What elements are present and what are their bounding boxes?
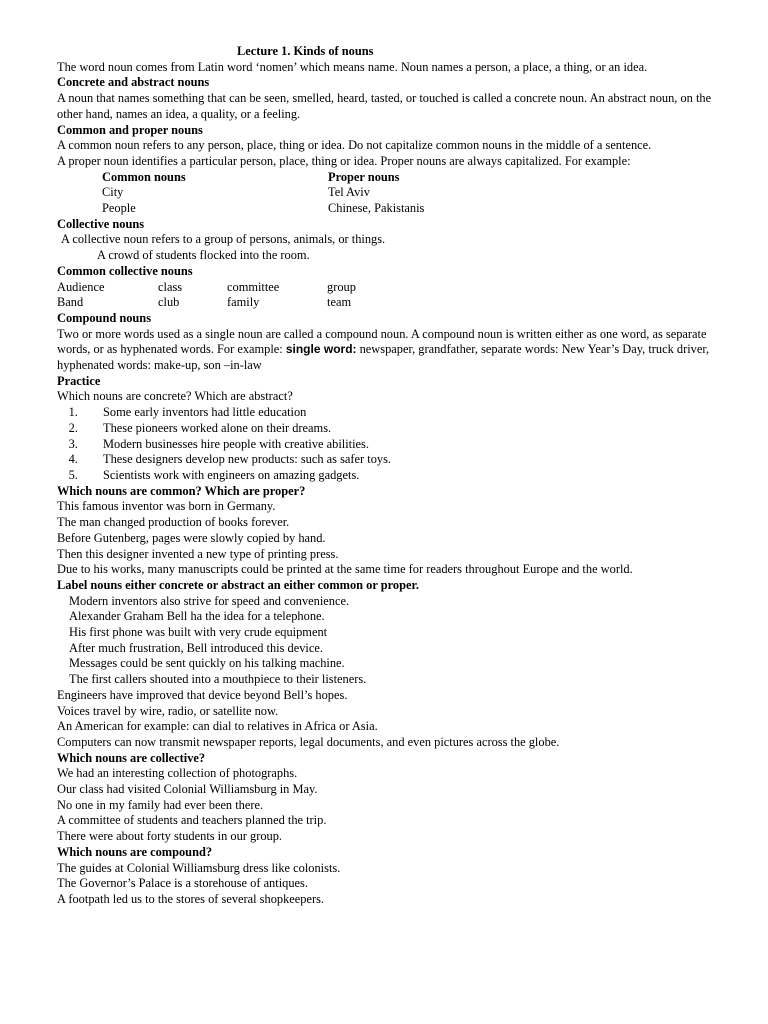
table-cell: Chinese, Pakistanis (328, 201, 425, 216)
practice-line: Engineers have improved that device beyond Bell’s hopes. (57, 687, 348, 702)
table-cell: Audience (57, 279, 105, 294)
common-paragraph: A common noun refers to any person, place, thing or idea. Do not capitalize common nouns in the middle of a sentence. (57, 138, 652, 153)
practice-question-3: Label nouns either concrete or abstract an either common or proper. (57, 577, 419, 592)
list-item: 5. Scientists work with engineers on amazing gadgets. (81, 468, 728, 484)
table-header-proper: Proper nouns (328, 169, 400, 184)
table-cell: team (327, 295, 352, 310)
compound-text-b: newspaper, grandfather, separate words: New Year’s Day, truck driver, hyphenated words: make-up, son –in-law (57, 342, 710, 373)
table-cell: People (102, 201, 136, 216)
practice-line: An American for example: can dial to relatives in Africa or Asia. (57, 719, 378, 734)
section-heading-concrete: Concrete and abstract nouns (57, 75, 210, 90)
table-cell: committee (227, 279, 280, 294)
compound-paragraph (57, 327, 728, 374)
collective-example: A crowd of students flocked into the room. (97, 248, 310, 263)
table-cell: class (158, 279, 183, 294)
practice-line: The man changed production of books forever. (57, 515, 290, 530)
list-item: 4. These designers develop new products: such as safer toys. (81, 452, 728, 468)
practice-line: Messages could be sent quickly on his talking machine. (69, 656, 345, 671)
proper-paragraph: A proper noun identifies a particular person, place, thing or idea. Proper nouns are always capitalized. For example: (57, 153, 631, 168)
practice-list-1 (57, 405, 728, 484)
practice-line: His first phone was built with very crude equipment (69, 625, 328, 640)
noun-example-table (57, 170, 728, 217)
practice-line: The Governor’s Palace is a storehouse of antiques. (57, 876, 308, 891)
intro-paragraph: The word noun comes from Latin word ‘nomen’ which means name. Noun names a person, a place, a thing, or an idea. (57, 59, 648, 74)
practice-line: The guides at Colonial Williamsburg dress like colonists. (57, 860, 341, 875)
practice-line: Due to his works, many manuscripts could be printed at the same time for readers throughout Europe and the world. (57, 562, 633, 577)
practice-line: The first callers shouted into a mouthpiece to their listeners. (69, 672, 367, 687)
practice-line: A footpath led us to the stores of several shopkeepers. (57, 891, 325, 906)
compound-bold-label: single word: (285, 342, 357, 357)
practice-line: Modern inventors also strive for speed and convenience. (69, 593, 350, 608)
practice-line: Alexander Graham Bell ha the idea for a telephone. (69, 609, 325, 624)
practice-line: No one in my family had ever been there. (57, 797, 264, 812)
table-cell: family (227, 295, 260, 310)
collective-nouns-table (57, 280, 728, 311)
table-cell: group (327, 279, 356, 294)
practice-line: Voices travel by wire, radio, or satellite now. (57, 703, 279, 718)
practice-question-4: Which nouns are collective? (57, 750, 206, 765)
table-cell: Band (57, 295, 84, 310)
list-item: 3. Modern businesses hire people with creative abilities. (81, 437, 728, 453)
table-cell: City (102, 185, 124, 200)
table-cell: club (158, 295, 180, 310)
practice-line: There were about forty students in our group. (57, 829, 283, 844)
practice-line: We had an interesting collection of photographs. (57, 766, 298, 781)
section-heading-practice: Practice (57, 373, 101, 388)
practice-line: This famous inventor was born in Germany. (57, 499, 276, 514)
practice-question-1: Which nouns are concrete? Which are abstract? (57, 389, 293, 404)
section-heading-common-proper: Common and proper nouns (57, 122, 203, 137)
compound-text-a: Two or more words used as a single noun are called a compound noun. A compound noun is written either as one word, as separate words, or as hyphenated words. For example: (57, 326, 707, 357)
list-item: 2. These pioneers worked alone on their dreams. (81, 421, 728, 437)
section-heading-common-collective: Common collective nouns (57, 263, 193, 278)
table-cell: Tel Aviv (328, 185, 370, 200)
section-heading-compound: Compound nouns (57, 310, 152, 325)
page-title: Lecture 1. Kinds of nouns (237, 44, 374, 58)
practice-line: Computers can now transmit newspaper reports, legal documents, and even pictures across the globe. (57, 734, 560, 749)
table-header-common: Common nouns (102, 169, 186, 184)
practice-line: After much frustration, Bell introduced this device. (69, 640, 323, 655)
concrete-paragraph: A noun that names something that can be seen, smelled, heard, tasted, or touched is called a concrete noun. An abstract noun, on the other hand, names an idea, a quality, or a feeling. (57, 91, 712, 121)
list-item: 1. Some early inventors had little education (81, 405, 728, 421)
practice-question-5: Which nouns are compound? (57, 844, 213, 859)
practice-question-2: Which nouns are common? Which are proper? (57, 483, 306, 498)
practice-line: A committee of students and teachers planned the trip. (57, 813, 327, 828)
practice-line: Our class had visited Colonial Williamsburg in May. (57, 782, 318, 797)
section-heading-collective: Collective nouns (57, 216, 145, 231)
practice-line: Then this designer invented a new type of printing press. (57, 546, 339, 561)
practice-line: Before Gutenberg, pages were slowly copied by hand. (57, 530, 326, 545)
collective-paragraph: A collective noun refers to a group of persons, animals, or things. (61, 232, 386, 247)
